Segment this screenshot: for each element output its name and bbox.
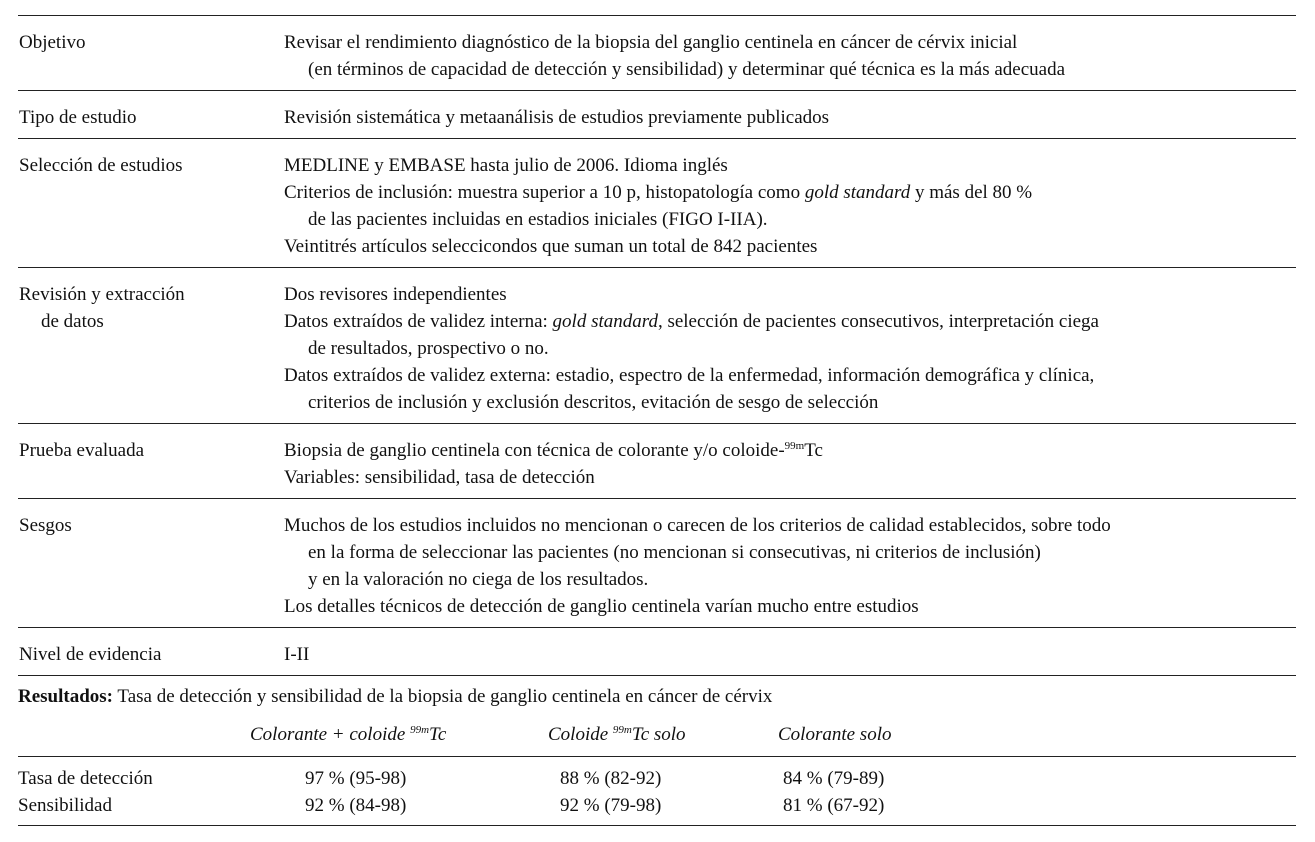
row-prueba-evaluada <box>18 424 1296 499</box>
text-line: Los detalles técnicos de detección de ganglio centinela varían mucho entre estudios <box>284 596 919 617</box>
row-label: Sesgos <box>19 515 72 536</box>
results-title: Resultados: Tasa de detección y sensibilidad de la biopsia de ganglio centinela en cáncer de cérvix <box>18 686 773 707</box>
row-content <box>284 512 1296 620</box>
row-content <box>284 104 1296 131</box>
text-line: Criterios de inclusión: muestra superior a 10 p, histopatología como gold standard y más del 80 % <box>284 182 1033 203</box>
row-content <box>284 641 1296 668</box>
table-cell: 92 % (79-98) <box>560 795 662 816</box>
table-cell: 92 % (84-98) <box>305 795 407 816</box>
text-line: I-II <box>284 644 310 665</box>
row-content <box>284 281 1296 416</box>
text-line: MEDLINE y EMBASE hasta julio de 2006. Idioma inglés <box>284 155 728 176</box>
row-nivel-de-evidencia <box>18 628 1296 676</box>
text-line: criterios de inclusión y exclusión descritos, evitación de sesgo de selección <box>308 392 879 413</box>
text-line: Biopsia de ganglio centinela con técnica de colorante y/o coloide-$^{99m}$Tc <box>284 440 823 461</box>
column-header: Colorante + coloide $^{99m}$Tc <box>250 724 447 745</box>
column-header: Colorante solo <box>778 724 892 745</box>
table-cell: 84 % (79-89) <box>783 768 885 789</box>
row-label: Prueba evaluada <box>19 440 145 461</box>
row-objetivo <box>18 16 1296 91</box>
column-header: Coloide $^{99m}$Tc solo <box>548 724 686 745</box>
text-line: Revisión sistemática y metaanálisis de estudios previamente publicados <box>284 107 830 128</box>
table-cell: 81 % (67-92) <box>783 795 885 816</box>
row-revision-y-extraccion <box>18 268 1296 424</box>
text-line: Revisar el rendimiento diagnóstico de la biopsia del ganglio centinela en cáncer de cérvix inicial <box>284 32 1018 53</box>
row-label: Nivel de evidencia <box>19 644 162 665</box>
row-content <box>284 437 1296 491</box>
table-cell: 88 % (82-92) <box>560 768 662 789</box>
results-header-row <box>18 721 1296 757</box>
table-row <box>18 792 1296 819</box>
results-table <box>18 721 1296 826</box>
row-label: Selección de estudios <box>19 155 183 176</box>
summary-table <box>18 15 1296 676</box>
text-line: Variables: sensibilidad, tasa de detección <box>284 467 595 488</box>
row-label: Revisión y extracción de datos <box>19 284 185 332</box>
row-content <box>284 152 1296 260</box>
row-label: Objetivo <box>19 32 86 53</box>
text-line: Veintitrés artículos seleccicondos que suman un total de 842 pacientes <box>284 236 818 257</box>
row-sesgos <box>18 499 1296 628</box>
row-label: Tasa de detección <box>18 768 153 789</box>
text-line: Datos extraídos de validez interna: gold standard, selección de pacientes consecutivos, interpretación ciega <box>284 311 1099 332</box>
table-cell: 97 % (95-98) <box>305 768 407 789</box>
text-line: en la forma de seleccionar las pacientes (no mencionan si consecutivas, ni criterios de inclusión) <box>308 542 1041 563</box>
table-row <box>18 765 1296 792</box>
row-label: Tipo de estudio <box>19 107 137 128</box>
results-section <box>18 683 1296 826</box>
results-body <box>18 757 1296 826</box>
text-line: Muchos de los estudios incluidos no mencionan o carecen de los criterios de calidad establecidos, sobre todo <box>284 515 1111 536</box>
text-line: y en la valoración no ciega de los resultados. <box>308 569 649 590</box>
text-line: de las pacientes incluidas en estadios iniciales (FIGO I-IIA). <box>308 209 768 230</box>
row-label: Sensibilidad <box>18 795 112 816</box>
text-line: Datos extraídos de validez externa: estadio, espectro de la enfermedad, información demográfica y clínica, <box>284 365 1095 386</box>
text-line: (en términos de capacidad de detección y sensibilidad) y determinar qué técnica es la más adecuada <box>308 59 1066 80</box>
row-seleccion-de-estudios <box>18 139 1296 268</box>
text-line: Dos revisores independientes <box>284 284 507 305</box>
text-line: de resultados, prospectivo o no. <box>308 338 549 359</box>
row-content <box>284 29 1296 83</box>
row-tipo-de-estudio <box>18 91 1296 139</box>
